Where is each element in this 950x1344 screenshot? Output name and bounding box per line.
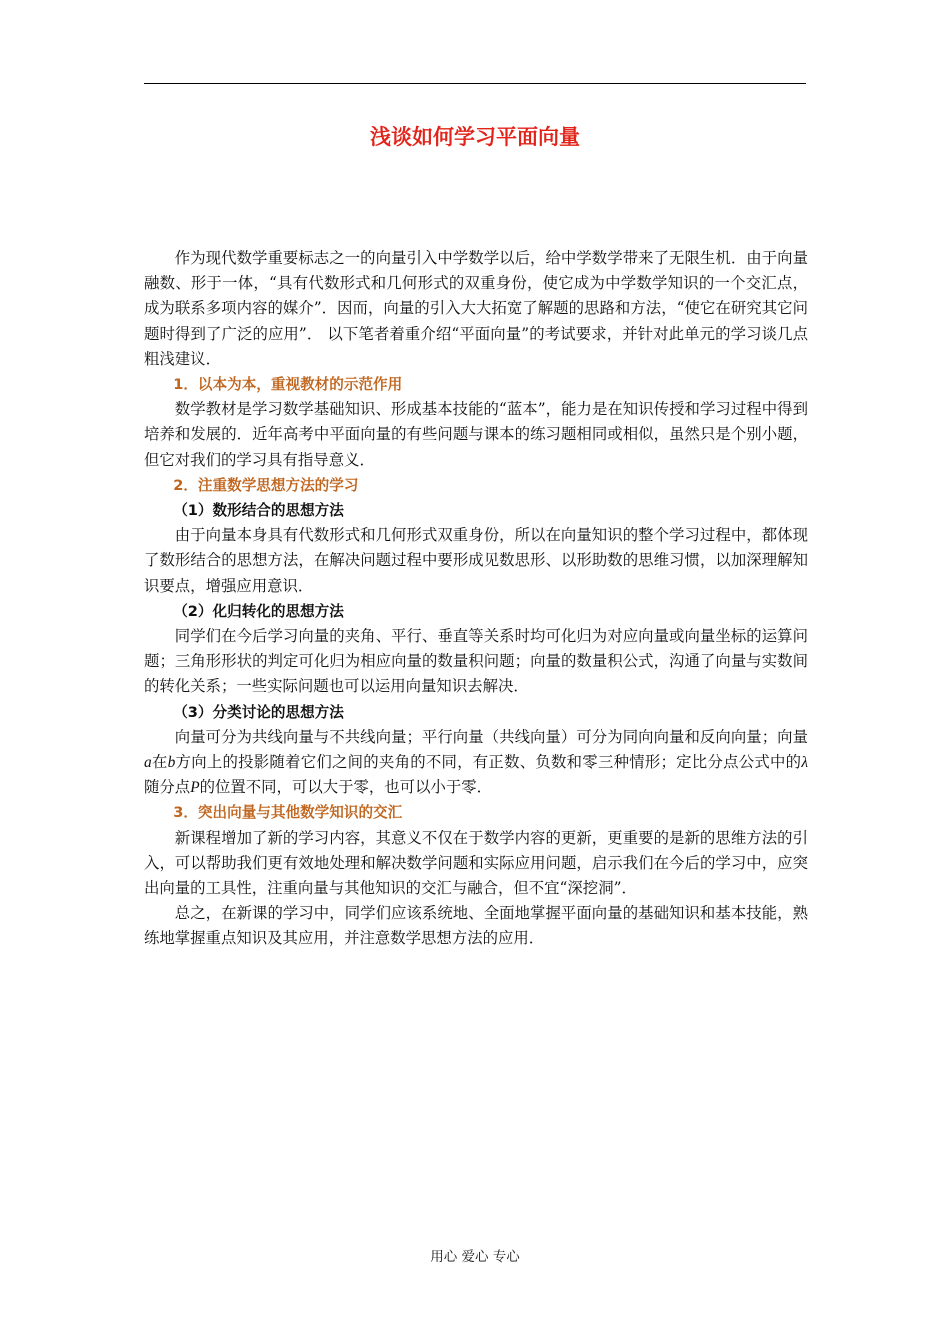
conclusion-paragraph: 总之，在新课的学习中，同学们应该系统地、全面地掌握平面向量的基础知识和基本技能，熟练地掌握重点知识及其应用，并注意数学思想方法的应用． (144, 904, 808, 948)
article-body (144, 246, 808, 952)
section-1-paragraph: 数学教材是学习数学基础知识、形成基本技能的“蓝本”，能力是在知识传授和学习过程中得到培养和发展的．近年高考中平面向量的有些问题与课本的练习题相同或相似，虽然只是个别小题，但它对我们的学习具有指导意义． (144, 400, 808, 469)
page-footer: 用心 爱心 专心 (430, 1249, 520, 1265)
text-span: 的位置不同，可以大于零，也可以小于零． (199, 778, 493, 797)
subsection-3-heading: （3）分类讨论的思想方法 (173, 703, 344, 721)
header-rule (144, 83, 806, 84)
text-span: 在 (151, 753, 168, 772)
section-3-paragraph: 新课程增加了新的学习内容，其意义不仅在于数学内容的更新，更重要的是新的思维方法的引入，可以帮助我们更有效地处理和解决数学问题和实际应用问题，启示我们在今后的学习中，应突出向量的工具性，注重向量与其他知识的交汇与融合，但不宜“深挖洞”． (144, 828, 808, 898)
page-title: 浅谈如何学习平面向量 (370, 124, 580, 149)
subsection-1-heading: （1）数形结合的思想方法 (173, 502, 344, 520)
vector-a-symbol: a (144, 754, 152, 772)
section-1-heading: 1．以本为本，重视教材的示范作用 (173, 376, 403, 394)
subsection-2-heading: （2）化归转化的思想方法 (173, 602, 344, 620)
intro-paragraph: 作为现代数学重要标志之一的向量引入中学数学以后，给中学数学带来了无限生机．由于向量融数、形于一体，“具有代数形式和几何形式的双重身份，使它成为中学数学知识的一个交汇点，成为联系多项内容的媒介”．因而，向量的引入大大拓宽了解题的思路和方法，“使它在研究其它问题时得到了广泛的应用”． 以下笔者着重介绍“平面向量”的考试要求，并针对此单元的学习谈几点粗浅建议． (144, 249, 808, 368)
subsection-2-paragraph: 同学们在今后学习向量的夹角、平行、垂直等关系时均可化归为对应向量或向量坐标的运算问题；三角形形状的判定可化归为相应向量的数量积问题；向量的数量积公式，沟通了向量与实数间的转化关系；一些实际问题也可以运用向量知识去解决． (144, 627, 808, 696)
text-span: 方向上的投影随着它们之间的夹角的不同，有正数、负数和零三种情形；定比分点公式中的 (175, 753, 802, 772)
subsection-3-paragraph (144, 725, 808, 801)
text-span: 随分点 (144, 778, 191, 797)
point-p-symbol: P (190, 779, 200, 797)
section-2-heading: 2．注重数学思想方法的学习 (173, 476, 359, 494)
lambda-symbol: λ (801, 754, 808, 772)
vector-b-symbol: b (167, 754, 176, 772)
text-span: 向量可分为共线向量与不共线向量；平行向量（共线向量）可分为同向向量和反向向量；向量 (174, 727, 808, 746)
subsection-1-paragraph: 由于向量本身具有代数形式和几何形式双重身份，所以在向量知识的整个学习过程中，都体现了数形结合的思想方法，在解决问题过程中要形成见数思形、以形助数的思维习惯，以加深理解知识要点，增强应用意识． (144, 526, 808, 595)
section-3-heading: 3．突出向量与其他数学知识的交汇 (173, 804, 403, 822)
